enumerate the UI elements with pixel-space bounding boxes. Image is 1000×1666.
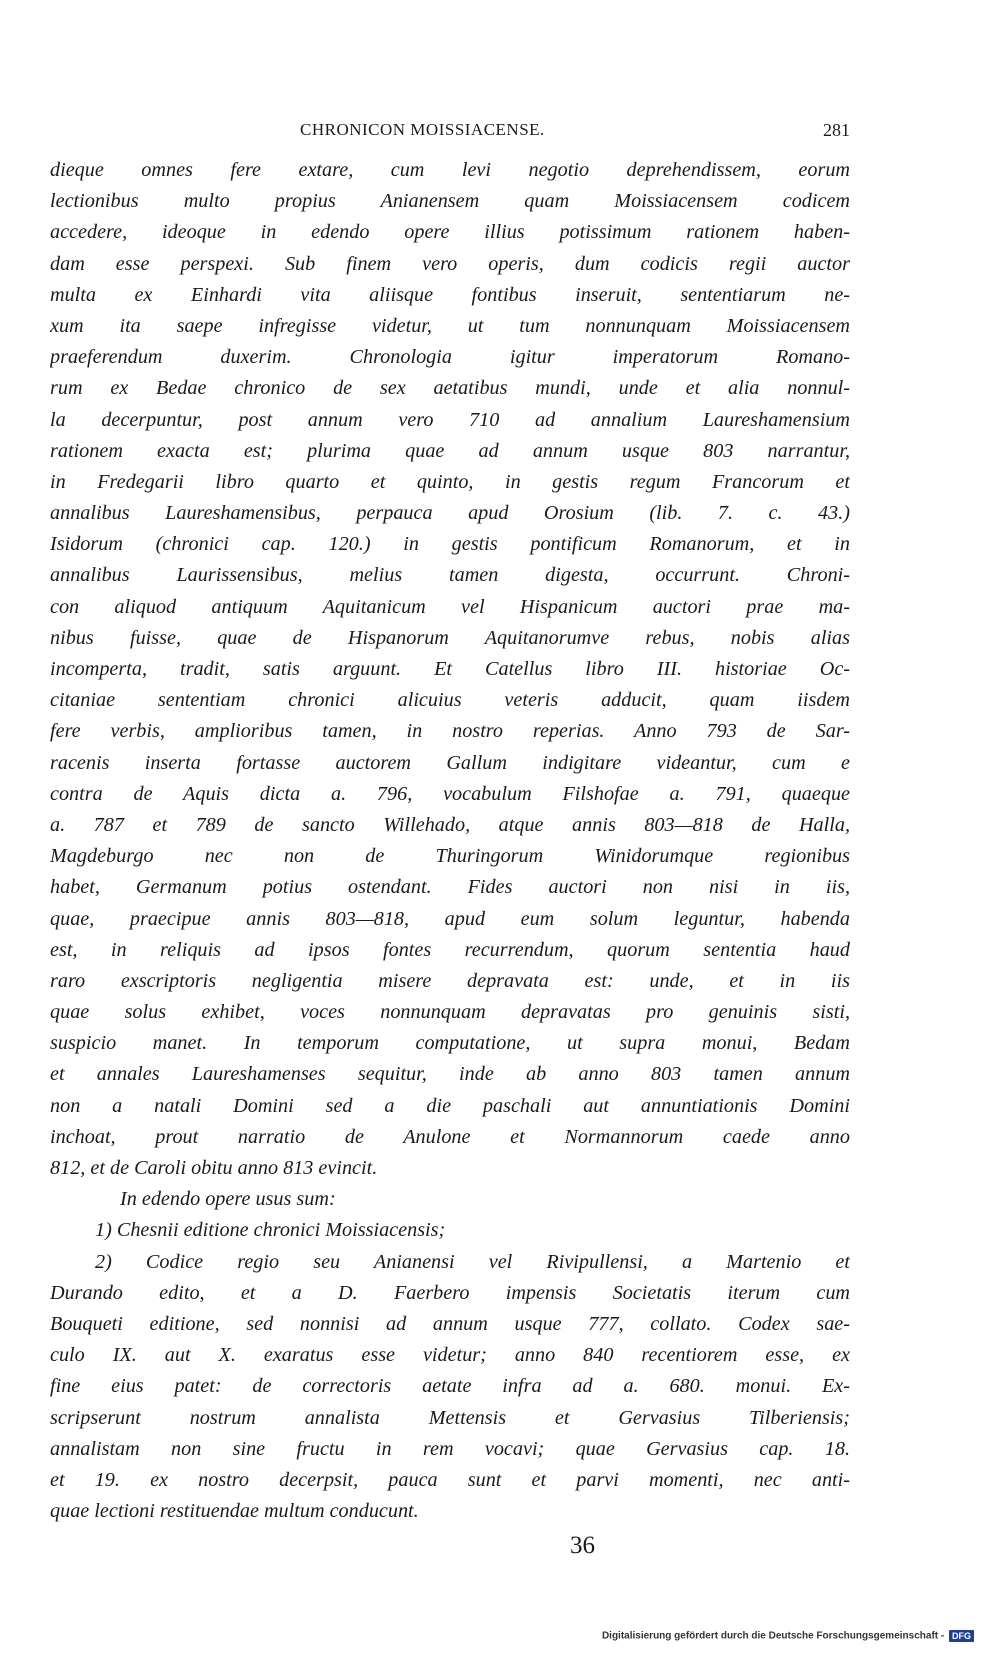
text-line: rationem exacta est; plurima quae ad annum usque 803 narrantur,: [50, 439, 850, 462]
text-line: Isidorum (chronici cap. 120.) in gestis pontificum Romanorum, et in: [50, 533, 850, 556]
signature-mark: 36: [570, 1532, 595, 1559]
text-line: Bouqueti editione, sed nonnisi ad annum usque 777, collato. Codex sae-: [50, 1312, 850, 1335]
text-line: 1) Chesnii editione chronici Moissiacensis;: [95, 1219, 446, 1242]
text-line: et 19. ex nostro decerpsit, pauca sunt et parvi momenti, nec anti-: [50, 1468, 850, 1491]
text-line: praeferendum duxerim. Chronologia igitur imperatorum Romano-: [50, 346, 850, 369]
text-line: culo IX. aut X. exaratus esse videtur; anno 840 recentiorem esse, ex: [50, 1344, 850, 1367]
text-line: est, in reliquis ad ipsos fontes recurrendum, quorum sententia haud: [50, 938, 850, 961]
text-line: in Fredegarii libro quarto et quinto, in gestis regum Francorum et: [50, 470, 850, 493]
text-line: et annales Laureshamenses sequitur, inde ab anno 803 tamen annum: [50, 1063, 850, 1086]
text-line: non a natali Domini sed a die paschali aut annuntiationis Domini: [50, 1094, 850, 1117]
text-line: incomperta, tradit, satis arguunt. Et Catellus libro III. historiae Oc-: [50, 658, 850, 680]
digitization-footer: [602, 1630, 974, 1646]
text-line: rum ex Bedae chronico de sex aetatibus mundi, unde et alia nonnul-: [50, 377, 850, 400]
text-line: a. 787 et 789 de sancto Willehado, atque annis 803—818 de Halla,: [50, 813, 850, 836]
text-line: habet, Germanum potius ostendant. Fides auctori non nisi in iis,: [50, 876, 850, 899]
body-text: [50, 155, 850, 1527]
text-line: contra de Aquis dicta a. 796, vocabulum Filshofae a. 791, quaeque: [50, 782, 850, 805]
running-title: CHRONICON MOISSIACENSE.: [300, 120, 545, 139]
text-line: quae lectioni restituendae multum conducunt.: [50, 1500, 419, 1523]
text-line: Magdeburgo nec non de Thuringorum Winidorumque regionibus: [50, 845, 850, 868]
text-line: multa ex Einhardi vita aliisque fontibus inseruit, sententiarum ne-: [50, 283, 850, 306]
text-line: quae, praecipue annis 803—818, apud eum solum leguntur, habenda: [50, 907, 850, 930]
text-line: suspicio manet. In temporum computatione, ut supra monui, Bedam: [50, 1032, 850, 1055]
text-line: annalistam non sine fructu in rem vocavi; quae Gervasius cap. 18.: [50, 1437, 850, 1460]
text-line: nibus fuisse, quae de Hispanorum Aquitanorumve rebus, nobis alias: [50, 626, 850, 649]
text-line: dieque omnes fere extare, cum levi negotio deprehendissem, eorum: [50, 159, 850, 181]
text-line: xum ita saepe infregisse videtur, ut tum nonnunquam Moissiacensem: [50, 314, 850, 337]
text-line: dam esse perspexi. Sub finem vero operis, dum codicis regii auctor: [50, 252, 850, 275]
text-line: fere verbis, amplioribus tamen, in nostro reperias. Anno 793 de Sar-: [50, 720, 850, 743]
text-line: accedere, ideoque in edendo opere illius potissimum rationem haben-: [50, 221, 850, 244]
page-number: 281: [823, 120, 850, 140]
text-line: con aliquod antiquum Aquitanicum vel Hispanicum auctori prae ma-: [50, 595, 850, 618]
text-line: inchoat, prout narratio de Anulone et Normannorum caede anno: [50, 1125, 850, 1148]
text-line: Durando edito, et a D. Faerbero impensis Societatis iterum cum: [50, 1281, 850, 1304]
text-line: annalibus Laurissensibus, melius tamen digesta, occurrunt. Chroni-: [50, 564, 850, 587]
text-line: la decerpuntur, post annum vero 710 ad annalium Laureshamensium: [50, 408, 850, 431]
text-line: In edendo opere usus sum:: [120, 1188, 336, 1211]
text-line: racenis inserta fortasse auctorem Gallum indigitare videantur, cum e: [50, 751, 850, 774]
dfg-logo: DFG: [949, 1630, 974, 1642]
text-line: annalibus Laureshamensibus, perpauca apud Orosium (lib. 7. c. 43.): [50, 502, 850, 525]
text-line: fine eius patet: de correctoris aetate infra ad a. 680. monui. Ex-: [50, 1375, 850, 1398]
text-line: scripserunt nostrum annalista Mettensis et Gervasius Tilberiensis;: [50, 1406, 850, 1429]
text-line: lectionibus multo propius Anianensem quam Moissiacensem codicem: [50, 190, 850, 213]
text-line: citaniae sententiam chronici alicuius veteris adducit, quam iisdem: [50, 689, 850, 712]
footer-text: Digitalisierung gefördert durch die Deutsche Forschungsgemeinschaft -: [601, 1630, 945, 1642]
running-head: [50, 120, 850, 146]
text-line: raro exscriptoris negligentia misere depravata est: unde, et in iis: [50, 969, 850, 992]
text-line: 812, et de Caroli obitu anno 813 evincit.: [50, 1157, 378, 1179]
text-line: 2) Codice regio seu Anianensi vel Rivipullensi, a Martenio et: [95, 1250, 850, 1273]
text-line: quae solus exhibet, voces nonnunquam depravatas pro genuinis sisti,: [50, 1001, 850, 1024]
